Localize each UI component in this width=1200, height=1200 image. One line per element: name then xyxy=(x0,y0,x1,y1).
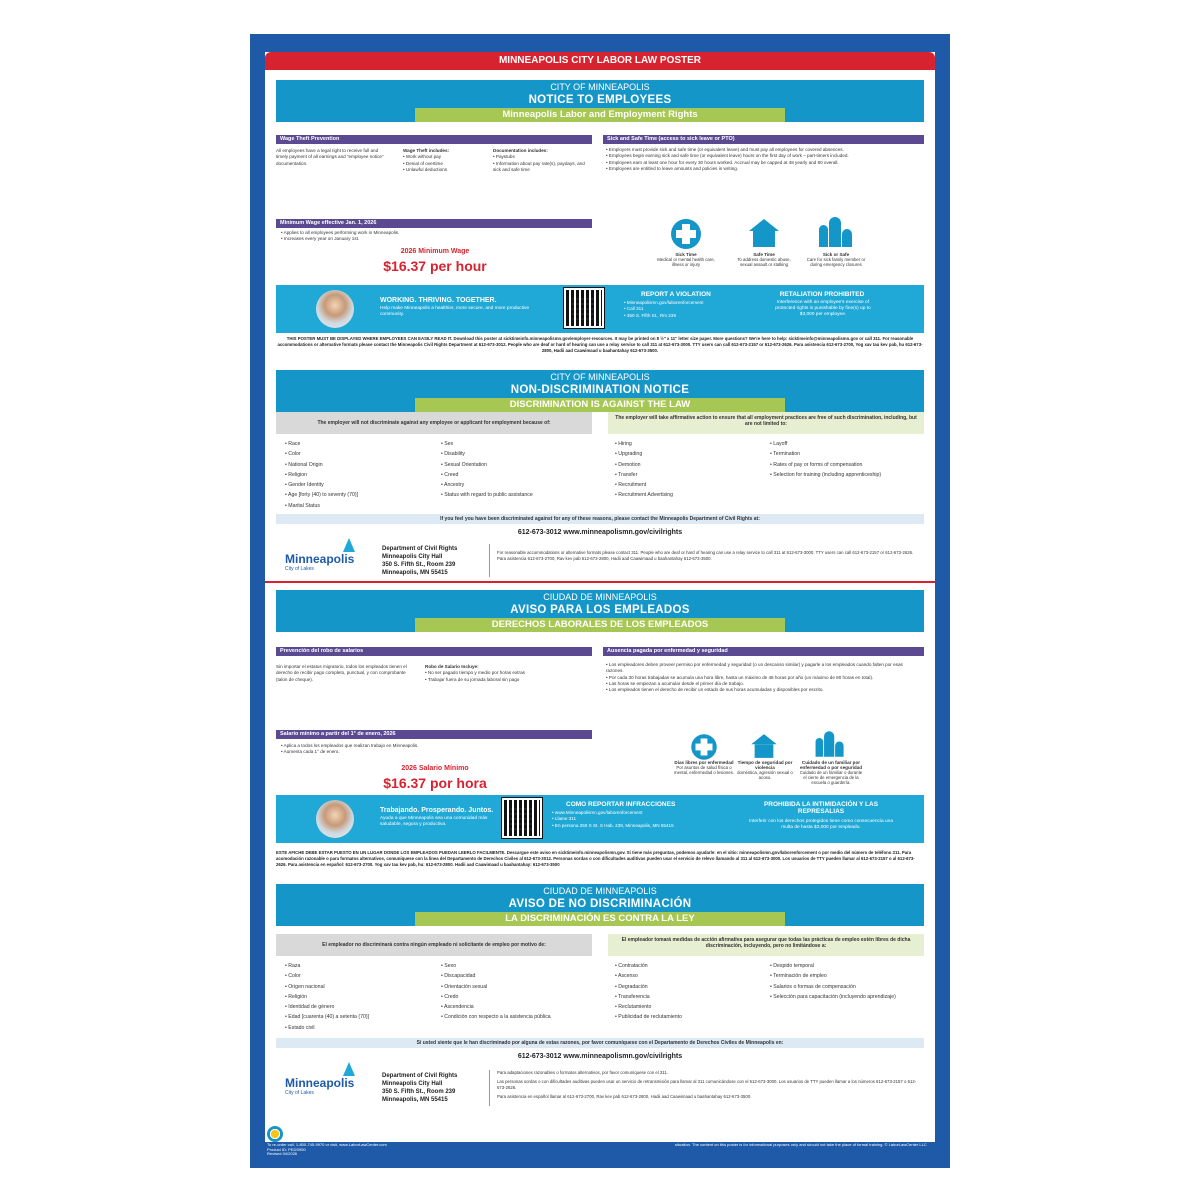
es-nd-left-heading: El empleador no discriminará contra ningún empleado ni solicitante de empleo por motivo de: xyxy=(276,934,592,956)
banner-sub: Help make Minneapolis a healthier, more secure, and more productive community. xyxy=(380,306,530,317)
es-nd-title: AVISO DE NO DISCRIMINACIÓN xyxy=(508,898,692,910)
qr-code[interactable] xyxy=(502,798,542,838)
report-list: • Minneapolismn.gov/laborenforcement • Call 311 • 350 S. Fifth St., Rm 239 xyxy=(624,300,754,319)
es-address-block: Department of Civil Rights Minneapolis City Hall 350 S. Fifth St., Room 239 Minneapolis, MN 55415 xyxy=(382,1073,458,1103)
es-min-wage-heading: Salario mínimo a partir del 1° de enero, 2026 xyxy=(276,730,592,739)
contact-bar: If you feel you have been discriminated against for any of these reasons, please contact the Minneapolis Department of Civil Rights at: xyxy=(276,514,924,524)
worker-photo xyxy=(316,800,354,838)
es-safe-time-caption: Tiempo de seguridad por violencia doméstica, agresión sexual o acoso. xyxy=(737,760,793,780)
es-sick-list: • Los empleadores deben proveer permiso por enfermedad y seguridad (o un descanso similar) y pagarle a los empleados cuando falten por esas razones. • Por cada 30 horas trabajadas se acumula una hora libre, hasta un máximo de 48 horas por año (un máximo de 80 horas en total). • Las horas se empiezan a acumular desde el primer día de trabajo. • Los empleados tienen el derecho de recibir un estado de sus horas acumuladas y disponibles por escrito. xyxy=(606,662,921,693)
es-working-banner xyxy=(276,795,924,843)
nd-right-list-a: • Hiring • Upgrading • Demotion • Transfer • Recruitment • Recruitment Advertising xyxy=(615,439,765,501)
family-icon xyxy=(819,217,853,247)
retaliation-text: Interference with an employee's exercise of protected rights is punishable by fine(s) up to $3,000 per employee. xyxy=(775,300,871,317)
es-report-title: COMO REPORTAR INFRACCIONES xyxy=(566,801,676,808)
footer-disclaimer: LaborLawCenter LLC does NOT assume responsibility for the use, actions, or decisions made by the employer. LaborLawCenter LLC is NOT providing any legal advice or legal opinion by selling this poster. It is highly recommended that you consult with a legal advisor for your specific situation. The content on this poster is for informational purposes only and should not take the place of formal training. © LaborLawCenter LLC xyxy=(675,1132,927,1147)
logo-word: Minneapolis xyxy=(285,1076,355,1090)
divider-line xyxy=(489,544,490,577)
laborlawcenter-logo-icon xyxy=(267,1126,283,1142)
min-wage-amount: $16.37 per hour xyxy=(383,258,487,274)
banner-slogan: WORKING. THRIVING. TOGETHER. xyxy=(380,297,497,304)
es-contact-bar: Si usted siente que le han discriminado por alguna de estas razones, por favor comuníquese con el Departamento de Derechos Civiles de Minneapolis en: xyxy=(276,1038,924,1048)
sail-icon xyxy=(343,538,355,552)
wage-theft-heading: Wage Theft Prevention xyxy=(276,135,592,144)
display-notice: THIS POSTER MUST BE DISPLAYED WHERE EMPLOYEES CAN EASILY READ IT. Download this poster at sicktimeinfo.minneapolismn.gov/employer-resources. It may be printed on 8 ½" x 11" letter size paper. More questions? We're here to help: sicktimeinfo@minneapolismn.gov or call 311. For reasonable accommodations or alternative formats please contact the Minneapolis Civil Rights Department at 612-673-3012. People who are deaf or hard of hearing can use a relay service to call 311 at 612-673-3000. TTY users can call 612-673-2157 or 612-673-2626. Para asistencia 612-673-2700, Yog xav tau kev pab, hu 612-673-2800, Hadii aad Caawimaad u baahantahay 612-673-3500. xyxy=(277,336,923,353)
city-label: CIUDAD DE MINNEAPOLIS xyxy=(543,592,657,602)
family-icon xyxy=(816,731,845,757)
es-contact-line[interactable]: 612-673-3012 www.minneapolismn.gov/civilrights xyxy=(517,1053,683,1060)
city-label: CIUDAD DE MINNEAPOLIS xyxy=(543,886,657,896)
nd-ribbon: DISCRIMINATION IS AGAINST THE LAW xyxy=(415,398,785,412)
rights-ribbon: Minneapolis Labor and Employment Rights xyxy=(415,108,785,122)
es-notice-title: AVISO PARA LOS EMPLEADOS xyxy=(510,604,690,616)
es-nd-right-list-b: • Despido temporal • Terminación de empleo • Salarios o formas de compensación • Selección para capacitación (incluyendo aprendizaje) xyxy=(770,961,920,1002)
es-rights-ribbon: DERECHOS LABORALES DE LOS EMPLEADOS xyxy=(415,618,785,632)
minneapolis-logo xyxy=(285,1062,354,1096)
es-sick-time-caption: Días libres por enfermedad Por asuntos de salud física o mental, enfermedad o lesiones. xyxy=(674,760,734,775)
logo-word: Minneapolis xyxy=(285,552,355,566)
sick-time-caption: Sick Time Medical or mental health care, illness or injury xyxy=(657,252,715,267)
es-nd-right-list-a: • Contratación • Ascenso • Degradación • Transferencia • Reclutamiento • Publicidad de reclutamiento xyxy=(615,961,765,1023)
es-nd-left-list-b: • Sexo • Discapacidad • Orientación sexual • Credo • Ascendencia • Condición con respecto a la asistencia pública xyxy=(441,961,591,1023)
es-retaliation-text: Interferir con los derechos protegidos tiene como consecuencia una multa de hasta $3,000 por empleado. xyxy=(749,819,893,830)
es-nd-left-list-a: • Raza • Color • Origen nacional • Religión • Identidad de género • Edad [cuarenta (40) a setenta (70)] • Estado civil xyxy=(285,961,435,1033)
city-label: CITY OF MINNEAPOLIS xyxy=(550,372,650,382)
minneapolis-logo xyxy=(285,538,354,572)
sail-icon xyxy=(343,1062,355,1076)
es-min-wage-amount: $16.37 por hora xyxy=(383,775,487,791)
es-min-wage-list: • Aplica a todos los empleados que realizan trabajo en Minneapolis. • Aumenta cada 1° de enero. xyxy=(281,743,581,756)
nd-left-list-b: • Sex • Disability • Sexual Orientation • Creed • Ancestry • Status with regard to public assistance xyxy=(441,439,591,501)
divider-line xyxy=(489,1070,490,1106)
es-nd-ribbon: LA DISCRIMINACIÓN ES CONTRA LA LEY xyxy=(415,912,785,926)
house-icon xyxy=(749,219,779,247)
es-banner-sub: Ayuda a que Minneapolis sea una comunidad más saludable, segura y productiva. xyxy=(380,816,488,827)
sick-list: • Employers must provide sick and safe time (or equivalent leave) and must pay all employees for covered absences. • Employees begin earning sick and safe time (or equivalent leave) hours on the first day of work – part-timers included. • Employees earn at least one hour for every 30 hours worked. Accrual may be capped at 48 yearly and 80 overall. • Employees are entitled to leave amounts and policies in writing. xyxy=(606,147,916,172)
wage-theft-docs: Documentation includes: • Paystubs • Information about pay rate(s), paydays, and sick and safe time xyxy=(493,148,593,173)
es-notice-header xyxy=(276,590,924,632)
footer-brand-sub: An OutSolve Company xyxy=(287,1137,328,1142)
worker-photo xyxy=(316,290,354,328)
es-wage-theft-heading: Prevención del robo de salarios xyxy=(276,647,592,656)
es-retaliation-title: PROHIBIDA LA INTIMIDACIÓN Y LAS REPRESALIAS xyxy=(763,801,879,815)
medical-cross-icon xyxy=(671,219,701,249)
es-wage-theft-intro: Sin importar el estatus migratorio, todos los empleados tienen el derecho de recibir pago completo, punctual, y con comprobante (talon de cheque). xyxy=(276,664,407,682)
report-title: REPORT A VIOLATION xyxy=(641,291,711,298)
address-block: Department of Civil Rights Minneapolis City Hall 350 S. Fifth St., Room 239 Minneapolis, MN 55415 xyxy=(382,546,458,576)
nd-right-list-b: • Layoff • Termination • Rates of pay or forms of compensation • Selection for training (including apprenticeship) xyxy=(770,439,920,480)
footer xyxy=(265,1127,935,1168)
wage-theft-intro: All employees have a legal right to receive full and timely payment of all earnings and “employee notice” documentation. xyxy=(276,148,384,166)
es-nd-right-heading: El empleador tomará medidas de acción afirmativa para asegurar que todas las prácticas de empleo estén libres de dicha discriminación, incluyendo, pero no limitándose a: xyxy=(608,934,924,956)
footer-reorder: To re-order call, 1-800-745-9970 or visit, www.LaborLawCenter.com Product ID: PEDS950 Revised 04/2026 xyxy=(267,1142,387,1156)
notice-header xyxy=(276,80,924,122)
min-wage-heading: Minimum Wage effective Jan. 1, 2026 xyxy=(276,219,592,228)
safe-time-caption: Safe Time To address domestic abuse, sexual assault or stalking xyxy=(737,252,791,267)
es-display-notice: ESTE AFICHE DEBE ESTAR PUESTO EN UN LUGAR DONDE LOS EMPLEADOS PUEDAN LEERLO FACILMENTE. Descargue este aviso en sicktimeinfo.minneapolismn.gov. Si tiene más preguntas, podemos ayudarle: en el sitio: minneapolismn.gov/laborenforcement o por medio del número de teléfono 311. Para acomodación razonable o para formatos alternativos, comuníquese con la línea del Departamento de Derechos Civiles al 612-673-3012. Personas sordas o con dificultades auditivas pueden usar el servicio de relevo llamando al 311 al 612-673-3000. Los usuarios de TTY pueden llamar al 612-673-2157 o al 612-673-2626. Para asistencia en español: 612-673-2700. Yog xav tau kev pab, hu: 612-673-2800. Hadii aad Caawimaad u baahantahay: 612-673-3500 xyxy=(276,850,915,867)
es-nd-header xyxy=(276,884,924,926)
min-wage-list: • Applies to all employees performing work in Minneapolis. • Increases every year on January 1st. xyxy=(281,230,581,243)
wage-theft-includes: Wage Theft includes: • Work without pay • Denial of overtime • Unlawful deductions xyxy=(403,148,488,173)
logo-sub: City of Lakes xyxy=(285,1090,314,1096)
min-wage-label: 2026 Minimum Wage xyxy=(400,248,470,255)
section-divider xyxy=(265,581,935,583)
retaliation-title: RETALIATION PROHIBITED xyxy=(779,291,865,298)
city-label: CITY OF MINNEAPOLIS xyxy=(550,82,650,92)
contact-line[interactable]: 612-673-3012 www.minneapolismn.gov/civilrights xyxy=(517,529,683,536)
qr-code[interactable] xyxy=(564,288,604,328)
es-min-wage-label: 2026 Salario Mínimo xyxy=(401,765,469,772)
poster-title: MINNEAPOLIS CITY LABOR LAW POSTER xyxy=(265,52,935,70)
logo-sub: City of Lakes xyxy=(285,566,314,572)
nd-left-list-a: • Race • Color • National Origin • Religion • Gender Identity • Age [forty (40) to seventy (70)] • Marital Status xyxy=(285,439,435,511)
notice-title: NOTICE TO EMPLOYEES xyxy=(528,94,672,106)
nd-header xyxy=(276,370,924,412)
footer-brand: LaborLawCenter xyxy=(285,1127,364,1138)
nd-title: NON-DISCRIMINATION NOTICE xyxy=(510,384,690,396)
poster xyxy=(265,52,935,1142)
es-banner-slogan: Trabajando. Prosperando. Juntos. xyxy=(380,807,494,814)
house-icon xyxy=(751,734,777,758)
es-sick-heading: Ausencia pagada por enfermedad y seguridad xyxy=(603,647,924,656)
medical-cross-icon xyxy=(691,734,717,760)
sick-heading: Sick and Safe Time (access to sick leave or PTO) xyxy=(603,135,924,144)
es-wage-theft-includes: Robo de Salario Incluye: • No ser pagado tiempo y medio por horas extras • Trabajar fuera de su jornada laboral sin pago xyxy=(425,664,590,683)
working-banner xyxy=(276,285,924,333)
es-sick-or-safe-caption: Cuidado de un familiar por enfermedad o por seguridad Cuidado de un familiar o durante el cierre de emergencia de la escuela o guardería. xyxy=(799,760,863,785)
en-notice-body xyxy=(265,122,935,412)
nd-right-heading: The employer will take affirmative action to ensure that all employment practices are free of such discrimination, including, but are not limited to: xyxy=(608,412,924,434)
sick-or-safe-caption: Sick or Safe Care for sick family member or during emergency closures xyxy=(806,252,866,267)
accessibility-text: For reasonable accommodations or alternative formats please contact 311. People who are deaf or hard of hearing can use a relay service to call 311 at 612-673-3000. TTY users can call 612-673-2157 or 612-673-2626. Para asistencia 612-673-2700, Rav kev pab 612-673-2800, Hadii aad Caawimaad u baahantahay 612-673-3500. xyxy=(497,550,914,561)
nd-left-heading: The employer will not discriminate against any employee or applicant for employment because of: xyxy=(276,412,592,434)
es-report-list: • www.Minneapolismn.gov/laborenforcement • Llame 311 • En persona 350 S St. S Hab. 239, Minneapolis, MN 55415 xyxy=(552,810,727,829)
es-accessibility-text: Para adaptaciones razonables o formatos alternativos, por favor comuníquese con el 311. Las personas sordas o con dificultades auditivas pueden usar un servicio de retransmisión para llamar al 311 comunicándose con el 612-673-3000. Los usuarios de TTY pueden llamar a los números 612-673-2157 o 612-673-2626. Para asistencia en español llamar al 612-673-2700, Rav kev pab 612-673-2800, Hadii aad Caawimaad u baahantahay 612-673-3500. xyxy=(497,1070,917,1099)
